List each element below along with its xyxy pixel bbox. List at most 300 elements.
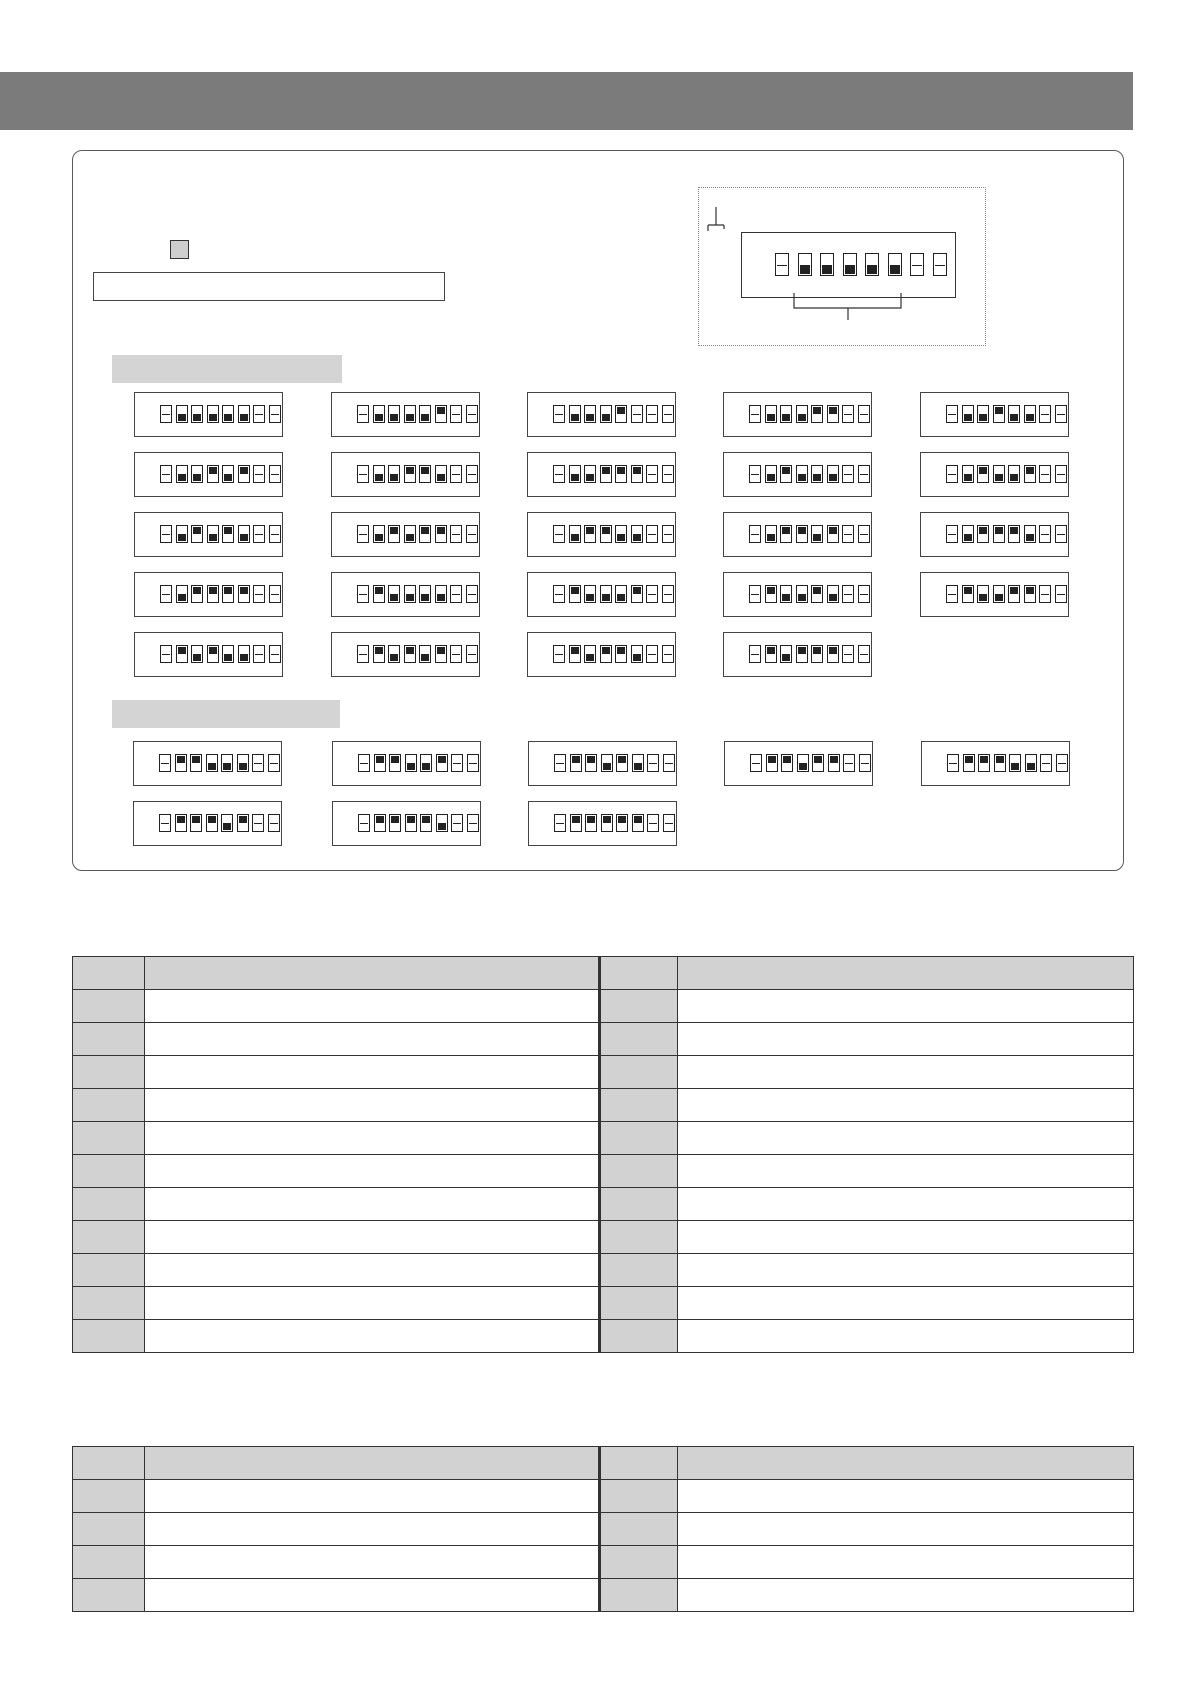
dip-toggle (404, 585, 416, 603)
dip-toggle (827, 405, 839, 423)
dip-switch-setting (133, 801, 282, 846)
dip-toggle (467, 754, 479, 772)
dip-toggle (662, 465, 674, 483)
dip-toggle (160, 525, 172, 543)
dip-switch-setting (134, 632, 283, 677)
dip-toggle (373, 645, 385, 663)
dip-switch-setting (528, 741, 677, 786)
dip-toggle (373, 405, 385, 423)
dip-toggle (1039, 525, 1051, 543)
dip-toggle (1039, 465, 1051, 483)
dip-switch-setting (331, 452, 480, 497)
dip-toggle (569, 465, 581, 483)
dip-toggle (1024, 465, 1036, 483)
dip-toggle (451, 754, 463, 772)
dip-switch-setting (332, 741, 481, 786)
dip-toggle (615, 645, 627, 663)
table-cell (600, 1089, 678, 1122)
table-cell (600, 1221, 678, 1254)
dip-toggle (175, 814, 187, 832)
dip-toggle (450, 405, 462, 423)
dip-toggle (811, 465, 823, 483)
table-cell (73, 1122, 145, 1155)
dip-toggle (1039, 405, 1051, 423)
table-cell (145, 1480, 600, 1513)
table-row (73, 1023, 1134, 1056)
dip-toggle (1008, 405, 1020, 423)
dip-toggle (357, 645, 369, 663)
dip-toggle (374, 754, 386, 772)
dip-toggle (253, 525, 265, 543)
dip-toggle (1055, 405, 1067, 423)
dip-switch-setting (332, 801, 481, 846)
table-row (73, 1056, 1134, 1089)
dip-toggle (796, 525, 808, 543)
dip-toggle (631, 465, 643, 483)
dip-switch-setting (723, 452, 872, 497)
dip-toggle (631, 405, 643, 423)
dip-toggle (632, 814, 644, 832)
dip-toggle (466, 525, 478, 543)
dip-toggle (1055, 525, 1067, 543)
table-cell (145, 1122, 600, 1155)
dip-toggle (435, 645, 447, 663)
dip-toggle (388, 585, 400, 603)
dip-toggle (601, 754, 613, 772)
dip-toggle (253, 585, 265, 603)
dip-toggle (389, 754, 401, 772)
table-cell (600, 1188, 678, 1221)
dip-switch-setting (527, 632, 676, 677)
table-cell (145, 1546, 600, 1579)
dip-toggle (766, 754, 778, 772)
table-cell (678, 1221, 1134, 1254)
dip-toggle (796, 645, 808, 663)
dip-toggle (357, 405, 369, 423)
dip-toggle (858, 525, 870, 543)
dip-toggle (946, 525, 958, 543)
dip-switch-setting (920, 452, 1069, 497)
dip-toggle (175, 754, 187, 772)
dip-switch-setting (134, 452, 283, 497)
dip-toggle (1024, 525, 1036, 543)
dip-toggle (159, 754, 171, 772)
table-cell (678, 1056, 1134, 1089)
dip-toggle (206, 754, 218, 772)
dip-toggle (631, 585, 643, 603)
table-cell (145, 1056, 600, 1089)
dip-toggle (1009, 754, 1021, 772)
dip-toggle (435, 525, 447, 543)
table-cell (600, 1155, 678, 1188)
dip-switch-setting (723, 512, 872, 557)
dip-switch-setting (921, 741, 1070, 786)
dip-toggle (191, 405, 203, 423)
dip-toggle (947, 754, 959, 772)
dip-switch-setting (331, 632, 480, 677)
table-cell (73, 1287, 145, 1320)
table-header-row (73, 1447, 1134, 1480)
settings-table-1 (72, 956, 1134, 1353)
dip-toggle (765, 525, 777, 543)
dip-toggle (419, 645, 431, 663)
dip-toggle (420, 814, 432, 832)
header-banner (0, 72, 1133, 130)
table-cell (145, 1254, 600, 1287)
dip-toggle (238, 645, 250, 663)
table-cell (145, 1221, 600, 1254)
dip-toggle (615, 525, 627, 543)
dip-toggle (570, 754, 582, 772)
table-cell (73, 1089, 145, 1122)
section-header-2 (112, 700, 340, 728)
dip-toggle (600, 525, 612, 543)
dip-toggle (994, 754, 1006, 772)
dip-toggle (374, 814, 386, 832)
dip-toggle (765, 585, 777, 603)
dip-toggle (1008, 585, 1020, 603)
dip-toggle (238, 525, 250, 543)
dip-toggle (663, 814, 675, 832)
blank-label-field (93, 272, 445, 301)
dip-toggle (993, 405, 1005, 423)
dip-toggle (750, 754, 762, 772)
table-cell (678, 1480, 1134, 1513)
dip-toggle (404, 645, 416, 663)
table-cell (678, 1287, 1134, 1320)
dip-toggle (419, 585, 431, 603)
dip-switch-setting (920, 392, 1069, 437)
dip-toggle (780, 645, 792, 663)
dip-toggle (253, 645, 265, 663)
dip-toggle (780, 525, 792, 543)
dip-toggle (977, 465, 989, 483)
dip-toggle (812, 754, 824, 772)
table-cell (145, 1320, 600, 1353)
table-row (73, 1188, 1134, 1221)
dip-toggle (1056, 754, 1068, 772)
table-cell (600, 1546, 678, 1579)
table-cell (600, 1056, 678, 1089)
dip-toggle (584, 585, 596, 603)
dip-toggle (796, 465, 808, 483)
table-row (73, 1089, 1134, 1122)
dip-toggle (749, 525, 761, 543)
table-cell (145, 1089, 600, 1122)
dip-toggle (962, 525, 974, 543)
dip-toggle (252, 814, 264, 832)
header-cell (145, 1447, 600, 1480)
settings-table-2 (72, 1446, 1134, 1612)
dip-toggle (388, 525, 400, 543)
dip-toggle (963, 754, 975, 772)
section-header-1 (112, 355, 342, 383)
dip-toggle (646, 525, 658, 543)
table-cell (600, 1023, 678, 1056)
dip-switch-setting (133, 741, 282, 786)
dip-toggle (237, 754, 249, 772)
dip-toggle (176, 585, 188, 603)
dip-toggle (207, 525, 219, 543)
dip-toggle (888, 253, 902, 276)
dip-toggle (207, 585, 219, 603)
dip-toggle (842, 465, 854, 483)
table-cell (600, 1579, 678, 1612)
dip-toggle (749, 645, 761, 663)
table-cell (145, 1188, 600, 1221)
table-cell (678, 1579, 1134, 1612)
dip-toggle (554, 754, 566, 772)
dip-toggle (435, 405, 447, 423)
dip-toggle (600, 585, 612, 603)
table-cell (678, 1122, 1134, 1155)
table-cell (678, 1188, 1134, 1221)
dip-toggle (269, 465, 281, 483)
dip-toggle (828, 754, 840, 772)
dip-toggle (404, 525, 416, 543)
dip-toggle (584, 465, 596, 483)
dip-toggle (585, 754, 597, 772)
dip-toggle (749, 465, 761, 483)
table-cell (145, 1023, 600, 1056)
dip-switch-setting (527, 392, 676, 437)
dip-toggle (358, 814, 370, 832)
dip-switch-setting (527, 572, 676, 617)
dip-toggle (1008, 525, 1020, 543)
dip-toggle (910, 253, 924, 276)
dip-toggle (811, 645, 823, 663)
dip-toggle (600, 405, 612, 423)
dip-toggle (176, 525, 188, 543)
dip-toggle (796, 585, 808, 603)
dip-toggle (616, 814, 628, 832)
dip-toggle (419, 405, 431, 423)
dip-toggle (269, 405, 281, 423)
dip-switch-setting (528, 801, 677, 846)
dip-toggle (450, 465, 462, 483)
dip-toggle (827, 525, 839, 543)
table-cell (600, 1320, 678, 1353)
dip-toggle (827, 585, 839, 603)
dip-switch-setting (331, 572, 480, 617)
dip-toggle (1024, 405, 1036, 423)
dip-toggle (569, 525, 581, 543)
table-cell (145, 1579, 600, 1612)
dip-toggle (207, 645, 219, 663)
dip-toggle (781, 754, 793, 772)
dip-toggle (553, 405, 565, 423)
table-cell (73, 1579, 145, 1612)
table-cell (678, 1155, 1134, 1188)
dip-toggle (268, 814, 280, 832)
dip-toggle (569, 585, 581, 603)
dip-toggle (420, 754, 432, 772)
dip-switch-setting (134, 512, 283, 557)
table-row (73, 1513, 1134, 1546)
dip-toggle (570, 814, 582, 832)
dip-toggle (466, 645, 478, 663)
dip-toggle (662, 405, 674, 423)
dip-toggle (615, 585, 627, 603)
dip-toggle (977, 525, 989, 543)
dip-toggle (160, 645, 172, 663)
dip-toggle (993, 525, 1005, 543)
dip-toggle (237, 814, 249, 832)
dip-toggle (373, 585, 385, 603)
dip-toggle (601, 814, 613, 832)
dip-switch-setting (723, 572, 872, 617)
dip-toggle (269, 585, 281, 603)
dip-toggle (569, 405, 581, 423)
dip-toggle (615, 465, 627, 483)
dip-toggle (221, 814, 233, 832)
table-cell (678, 1513, 1134, 1546)
dip-toggle (191, 525, 203, 543)
dip-toggle (842, 405, 854, 423)
dip-toggle (1024, 585, 1036, 603)
table-cell (73, 1056, 145, 1089)
dip-toggle (600, 645, 612, 663)
table-cell (73, 1254, 145, 1287)
dip-toggle (222, 525, 234, 543)
dip-toggle (646, 585, 658, 603)
dip-toggle (466, 465, 478, 483)
dip-toggle (584, 525, 596, 543)
table-cell (678, 1546, 1134, 1579)
dip-toggle (435, 465, 447, 483)
table-cell (678, 1320, 1134, 1353)
dip-toggle (388, 645, 400, 663)
dip-toggle (419, 465, 431, 483)
dip-toggle (662, 525, 674, 543)
dip-toggle (160, 585, 172, 603)
table-cell (73, 1023, 145, 1056)
dip-toggle (222, 405, 234, 423)
table-row (73, 990, 1134, 1023)
dip-switch-setting (527, 512, 676, 557)
dip-toggle (450, 525, 462, 543)
dip-toggle (663, 754, 675, 772)
dip-toggle (176, 465, 188, 483)
dip-toggle (404, 465, 416, 483)
table-header-row (73, 957, 1134, 990)
dip-toggle (585, 814, 597, 832)
dip-toggle (765, 465, 777, 483)
table-row (73, 1287, 1134, 1320)
dip-toggle (946, 405, 958, 423)
dip-toggle (357, 465, 369, 483)
dip-toggle (811, 525, 823, 543)
table-cell (678, 990, 1134, 1023)
table-cell (678, 1089, 1134, 1122)
dip-toggle (191, 585, 203, 603)
dip-toggle (584, 645, 596, 663)
dip-toggle (780, 405, 792, 423)
dip-toggle (553, 645, 565, 663)
dip-toggle (933, 253, 947, 276)
dip-toggle (450, 645, 462, 663)
dip-toggle (858, 465, 870, 483)
dip-toggle (238, 465, 250, 483)
dip-toggle (554, 814, 566, 832)
dip-toggle (553, 585, 565, 603)
table-cell (73, 1546, 145, 1579)
table-cell (678, 1254, 1134, 1287)
table-cell (145, 1287, 600, 1320)
dip-toggle (207, 405, 219, 423)
dip-toggle (977, 585, 989, 603)
table-cell (73, 1188, 145, 1221)
dip-toggle (450, 585, 462, 603)
dip-toggle (268, 754, 280, 772)
dip-toggle (357, 585, 369, 603)
dip-toggle (662, 585, 674, 603)
table-row (73, 1546, 1134, 1579)
dip-toggle (616, 754, 628, 772)
dip-toggle (419, 525, 431, 543)
dip-toggle (765, 405, 777, 423)
dip-switch-setting (134, 572, 283, 617)
dip-toggle (843, 754, 855, 772)
dip-toggle (858, 405, 870, 423)
legend-swatch (170, 240, 189, 259)
dip-toggle (373, 525, 385, 543)
dip-toggle (946, 585, 958, 603)
dip-toggle (404, 405, 416, 423)
dip-toggle (221, 754, 233, 772)
header-cell (145, 957, 600, 990)
dip-toggle (1055, 585, 1067, 603)
table-row (73, 1155, 1134, 1188)
dip-toggle (159, 814, 171, 832)
table-cell (600, 1122, 678, 1155)
dip-toggle (584, 405, 596, 423)
dip-toggle (253, 405, 265, 423)
dip-toggle (451, 814, 463, 832)
dip-toggle (466, 585, 478, 603)
dip-toggle (820, 253, 834, 276)
dip-toggle (859, 754, 871, 772)
dip-toggle (190, 814, 202, 832)
dip-toggle (962, 465, 974, 483)
dip-toggle (962, 405, 974, 423)
dip-toggle (749, 405, 761, 423)
dip-toggle (662, 645, 674, 663)
dip-toggle (389, 814, 401, 832)
header-cell (73, 1447, 145, 1480)
dip-toggle (1040, 754, 1052, 772)
dip-toggle (827, 465, 839, 483)
dip-switch-setting (723, 632, 872, 677)
dip-toggle (191, 645, 203, 663)
table-row (73, 1221, 1134, 1254)
dip-switch-setting (920, 572, 1069, 617)
dip-toggle (435, 585, 447, 603)
dip-toggle (238, 585, 250, 603)
table-cell (600, 990, 678, 1023)
dip-toggle (775, 253, 789, 276)
dip-toggle (405, 754, 417, 772)
dip-toggle (207, 465, 219, 483)
table-cell (73, 1221, 145, 1254)
table-cell (145, 990, 600, 1023)
dip-toggle (843, 253, 857, 276)
dip-toggle (467, 814, 479, 832)
dip-toggle (842, 645, 854, 663)
dip-toggle (647, 754, 659, 772)
dip-toggle (466, 405, 478, 423)
dip-toggle (858, 645, 870, 663)
